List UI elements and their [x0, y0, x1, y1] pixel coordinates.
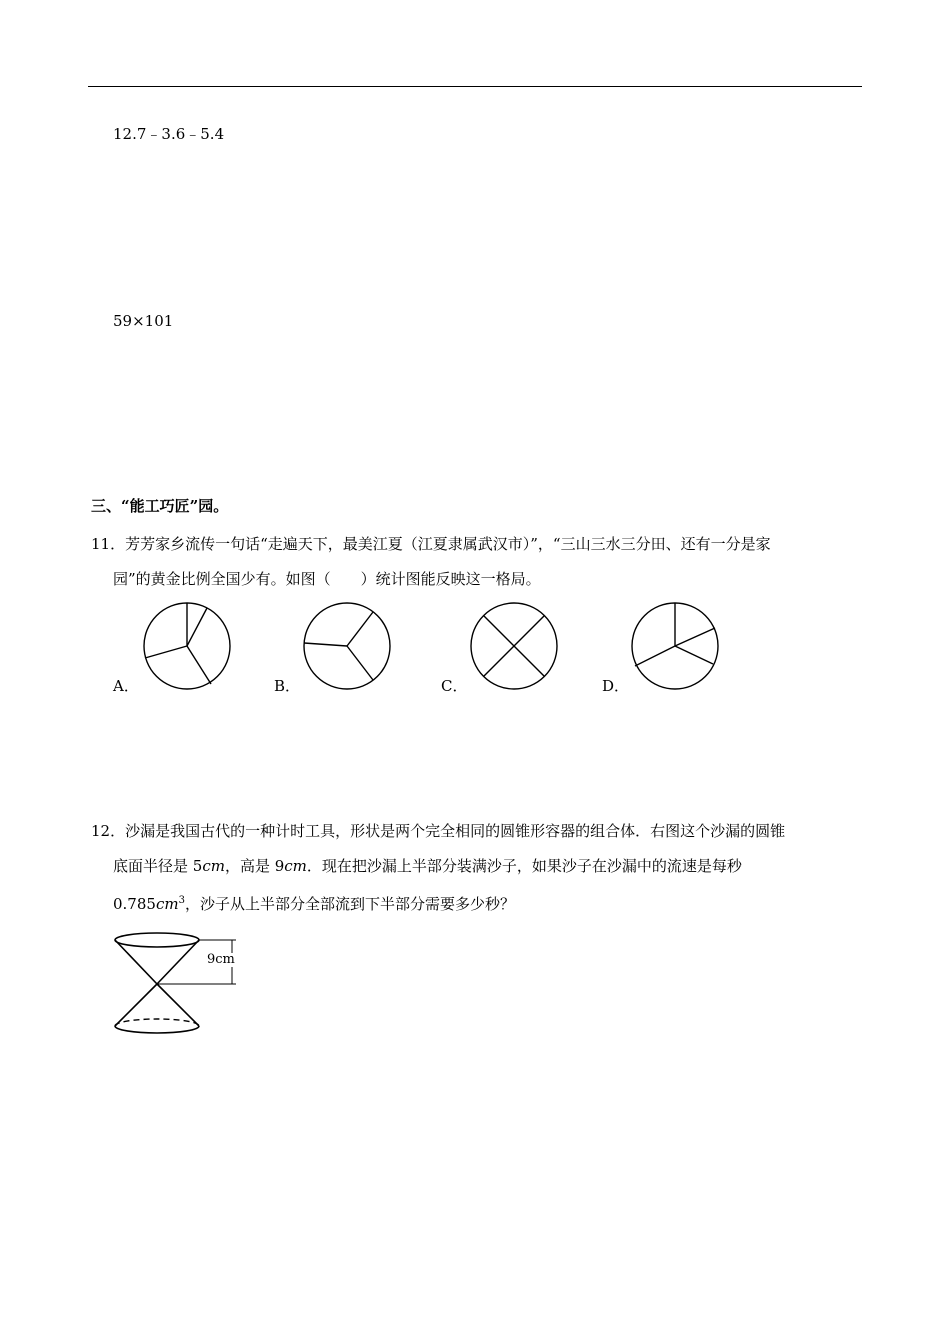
option-b-label[interactable]: B．: [274, 677, 301, 695]
option-a-label[interactable]: A．: [113, 677, 139, 695]
hourglass-height-label: 9cm: [207, 952, 235, 967]
q12-line-3: $0.785cm^3$，沙子从上半部分全部流到下半部分需要多少秒？: [113, 895, 515, 913]
option-c-pie-chart[interactable]: [468, 600, 562, 692]
exercise-expression-1: 12.7﹣3.6﹣5.4: [113, 125, 225, 143]
header-rule: [88, 86, 862, 87]
q11-line-1: 11．芳芳家乡流传一句话“走遍天下，最美江夏（江夏隶属武汉市）”，“三山三水三分田、还有一分是家: [91, 535, 771, 553]
section-title: 三、“能工巧匠”园。: [91, 497, 229, 515]
hourglass-figure: [110, 928, 250, 1040]
exercise-expression-2: 59×101: [113, 312, 174, 330]
q12-line-1: 12．沙漏是我国古代的一种计时工具，形状是两个完全相同的圆锥形容器的组合体．右图这个沙漏的圆锥: [91, 822, 786, 840]
option-d-pie-chart[interactable]: [629, 600, 723, 692]
option-d-label[interactable]: D．: [602, 677, 630, 695]
option-a-pie-chart[interactable]: [141, 600, 235, 692]
option-b-pie-chart[interactable]: [301, 600, 395, 692]
hourglass-drawing: [110, 928, 250, 1040]
q12-line-2: 底面半径是 5cm，高是 9cm．现在把沙漏上半部分装满沙子，如果沙子在沙漏中的流速是每秒: [113, 857, 742, 875]
q11-line-2: 园”的黄金比例全国少有。如图（ ）统计图能反映这一格局。: [113, 570, 541, 588]
option-c-label[interactable]: C．: [441, 677, 468, 695]
